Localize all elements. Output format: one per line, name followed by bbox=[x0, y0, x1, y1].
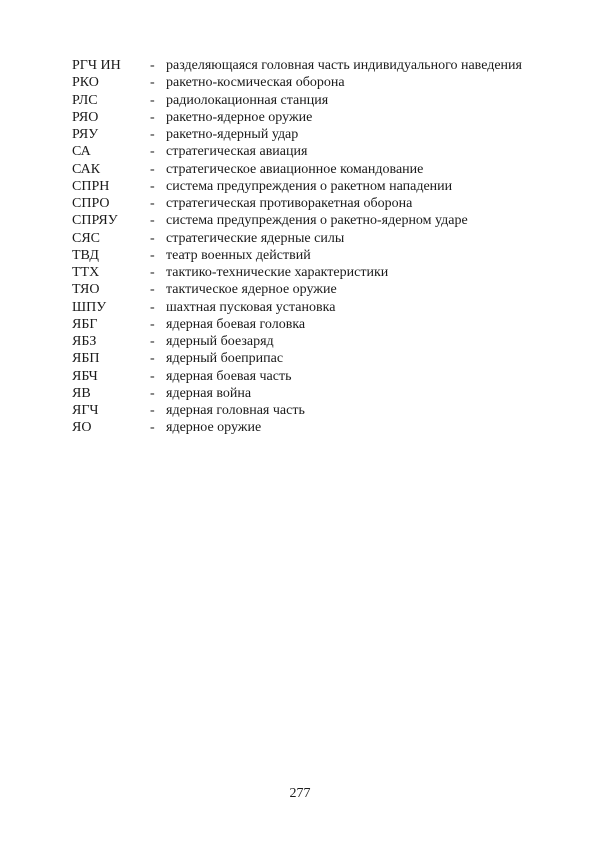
page-number: 277 bbox=[289, 786, 311, 801]
abbreviation-term: ТЯО bbox=[72, 282, 100, 298]
abbreviation-entry bbox=[72, 74, 530, 91]
abbreviation-definition: ядерная боевая часть bbox=[166, 368, 292, 384]
abbreviation-term: ТТХ bbox=[72, 265, 100, 280]
abbreviation-dash: - bbox=[150, 420, 155, 436]
abbreviation-definition: ядерная головная часть bbox=[166, 403, 305, 418]
abbreviation-dash: - bbox=[150, 282, 155, 298]
abbreviation-term: РЯУ bbox=[72, 127, 99, 142]
abbreviation-definition: стратегическое авиационное командование bbox=[166, 161, 424, 177]
abbreviation-dash: - bbox=[150, 161, 155, 177]
abbreviation-dash: - bbox=[150, 127, 155, 142]
abbreviation-definition: ракетно-ядерный удар bbox=[166, 127, 299, 142]
abbreviation-dash: - bbox=[150, 178, 155, 194]
abbreviation-entry bbox=[72, 350, 530, 367]
abbreviation-dash: - bbox=[150, 334, 155, 349]
abbreviation-term: ТВД bbox=[72, 247, 99, 263]
abbreviation-definition: стратегические ядерные силы bbox=[166, 230, 345, 246]
abbreviation-entry bbox=[72, 195, 530, 212]
abbreviation-dash: - bbox=[150, 75, 155, 91]
abbreviation-definition: ракетно-космическая оборона bbox=[166, 75, 345, 91]
abbreviation-term: СПРЯУ bbox=[72, 213, 118, 229]
abbreviation-entry bbox=[72, 281, 530, 298]
abbreviation-entry bbox=[72, 230, 530, 247]
abbreviation-definition: радиолокационная станция bbox=[166, 92, 329, 108]
abbreviation-term: РГЧ ИН bbox=[72, 58, 121, 73]
abbreviation-term: ЯБГ bbox=[72, 316, 98, 332]
abbreviation-entry bbox=[72, 247, 530, 264]
abbreviation-definition: разделяющаяся головная часть индивидуального наведения bbox=[166, 58, 522, 73]
abbreviation-entry bbox=[72, 316, 530, 333]
abbreviation-entry bbox=[72, 143, 530, 160]
abbreviation-definition: тактическое ядерное оружие bbox=[166, 282, 337, 298]
abbreviation-definition: ядерное оружие bbox=[166, 420, 262, 436]
abbreviation-definition: шахтная пусковая установка bbox=[166, 299, 336, 315]
abbreviation-definition: ядерная война bbox=[166, 385, 252, 401]
abbreviation-dash: - bbox=[150, 230, 155, 246]
abbreviation-dash: - bbox=[150, 265, 155, 280]
abbreviation-dash: - bbox=[150, 368, 155, 384]
abbreviation-definition: система предупреждения о ракетном нападении bbox=[166, 178, 453, 194]
abbreviation-entry bbox=[72, 178, 530, 195]
abbreviation-term: РЯО bbox=[72, 109, 99, 125]
abbreviation-entry bbox=[72, 264, 530, 281]
abbreviation-term: ШПУ bbox=[72, 299, 107, 315]
abbreviation-dash: - bbox=[150, 92, 155, 108]
abbreviation-term: ЯБЗ bbox=[72, 334, 97, 349]
abbreviation-definition: тактико-технические характеристики bbox=[166, 265, 389, 280]
abbreviation-definition: ядерная боевая головка bbox=[166, 316, 306, 332]
abbreviation-dash: - bbox=[150, 109, 155, 125]
abbreviation-list bbox=[72, 57, 530, 437]
abbreviation-dash: - bbox=[150, 247, 155, 263]
abbreviation-definition: ракетно-ядерное оружие bbox=[166, 109, 313, 125]
abbreviation-term: САК bbox=[72, 161, 101, 177]
abbreviation-term: ЯБП bbox=[72, 351, 100, 367]
abbreviation-definition: ядерный боезаряд bbox=[166, 334, 274, 349]
abbreviation-entry bbox=[72, 385, 530, 402]
abbreviation-term: СПРО bbox=[72, 196, 110, 211]
abbreviation-term: СА bbox=[72, 144, 91, 160]
abbreviation-entry bbox=[72, 92, 530, 109]
abbreviation-entry bbox=[72, 368, 530, 385]
abbreviation-entry bbox=[72, 161, 530, 178]
abbreviation-entry bbox=[72, 299, 530, 316]
abbreviation-term: ЯБЧ bbox=[72, 368, 98, 384]
abbreviation-term: ЯГЧ bbox=[72, 403, 99, 418]
abbreviation-entry bbox=[72, 333, 530, 350]
abbreviation-dash: - bbox=[150, 144, 155, 160]
abbreviation-entry bbox=[72, 419, 530, 436]
abbreviation-dash: - bbox=[150, 58, 155, 73]
abbreviation-entry bbox=[72, 126, 530, 143]
abbreviation-definition: ядерный боеприпас bbox=[166, 351, 284, 367]
abbreviation-term: СПРН bbox=[72, 178, 110, 194]
abbreviation-dash: - bbox=[150, 316, 155, 332]
abbreviation-term: ЯВ bbox=[72, 385, 91, 401]
abbreviation-term: СЯС bbox=[72, 230, 101, 246]
abbreviation-dash: - bbox=[150, 213, 155, 229]
abbreviation-entry bbox=[72, 212, 530, 229]
abbreviation-entry bbox=[72, 402, 530, 419]
abbreviation-term: ЯО bbox=[72, 420, 92, 436]
abbreviation-definition: стратегическая авиация bbox=[166, 144, 308, 160]
abbreviation-definition: система предупреждения о ракетно-ядерном ударе bbox=[166, 213, 468, 229]
abbreviation-entry bbox=[72, 57, 530, 74]
abbreviation-entry bbox=[72, 109, 530, 126]
abbreviation-dash: - bbox=[150, 351, 155, 367]
abbreviation-dash: - bbox=[150, 299, 155, 315]
abbreviation-term: РЛС bbox=[72, 92, 98, 108]
abbreviation-definition: театр военных действий bbox=[166, 247, 311, 263]
abbreviation-term: РКО bbox=[72, 75, 99, 91]
abbreviation-dash: - bbox=[150, 403, 155, 418]
abbreviation-dash: - bbox=[150, 196, 155, 211]
abbreviation-definition: стратегическая противоракетная оборона bbox=[166, 196, 413, 211]
abbreviation-dash: - bbox=[150, 385, 155, 401]
